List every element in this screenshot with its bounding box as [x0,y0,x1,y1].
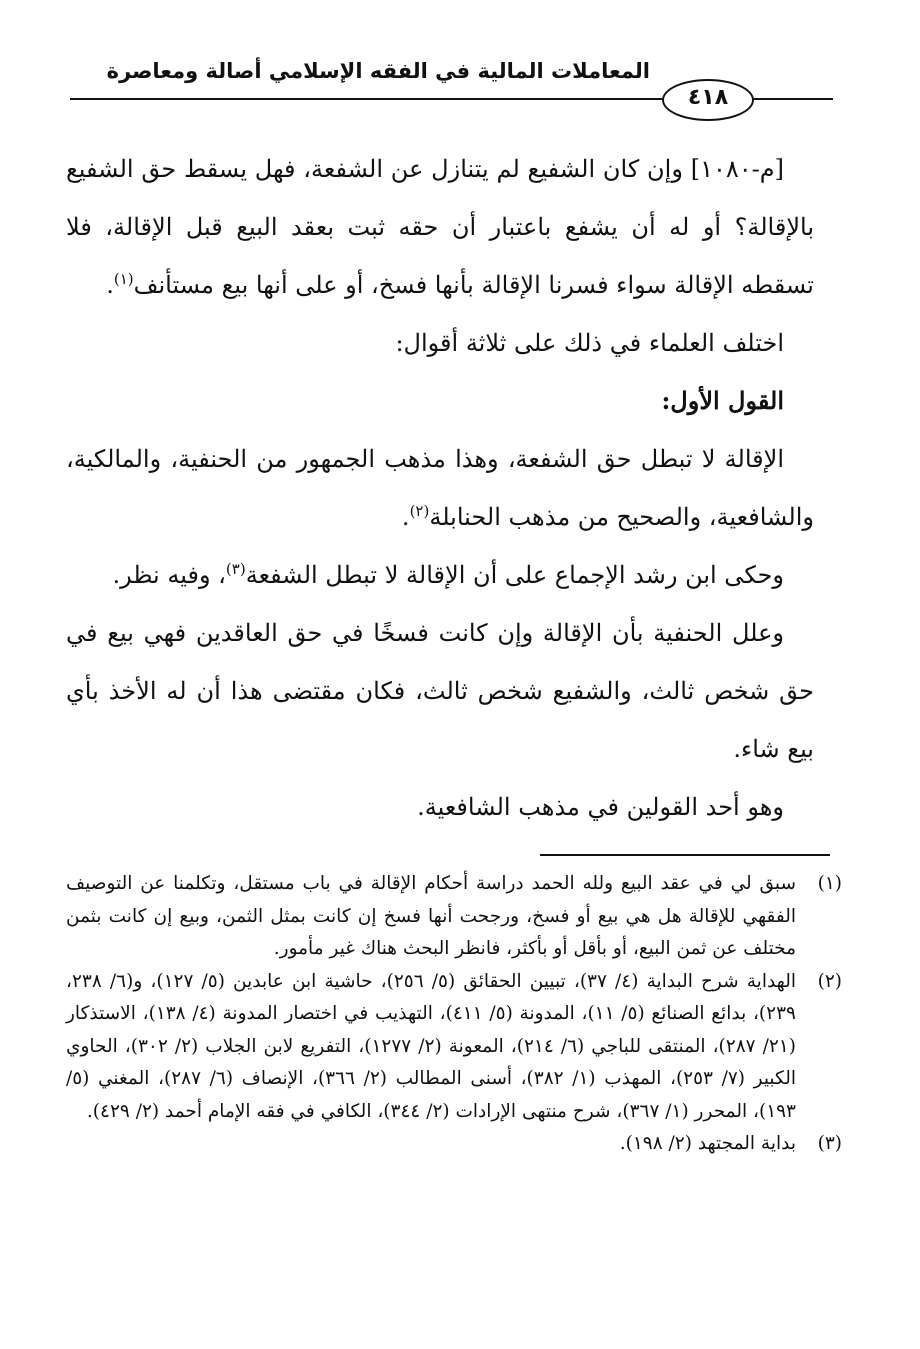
page-number: ٤١٨ [687,85,729,110]
paragraph-first-opinion-end: . [401,503,410,531]
footnote-number: (١) [817,873,842,894]
heading-first-opinion: القول الأول: [661,386,784,415]
footnote-number: (٣) [817,1133,842,1154]
footnote-ref-3: (٣) [225,560,246,578]
paragraph-ibn-rushd [66,546,814,604]
footnotes [66,868,842,1161]
paragraph-hanafi-reasoning: وعلل الحنفية بأن الإقالة وإن كانت فسخًا في حق العاقدين فهي بيع في حق شخص ثالث، والشفيع شخص ثالث، فكان مقتضى هذا أن له الأخذ بأي بيع شاء. [66,619,814,763]
footnote-text: بداية المجتهد (٢/ ١٩٨). [619,1133,796,1154]
paragraph-ibn-rushd-text: وحكى ابن رشد الإجماع على أن الإقالة لا تبطل الشفعة [245,561,784,589]
paragraph-question-end: . [106,271,114,299]
footnote-text: الهداية شرح البداية (٤/ ٣٧)، تبيين الحقائق (٥/ ٢٥٦)، حاشية ابن عابدين (٥/ ١٢٧)، و(٦/ ٢٣٨، ٢٣٩)، بدائع الصنائع (٥/ ١١)، المدونة (٥/ ٤١١)، التهذيب في اختصار المدونة (٤/ ١٣٨)، الاستذكار (٢١/ ٢٨٧)، المنتقى للباجي (٦/ ٢١٤)، المعونة (٢/ ١٢٧٧)، التفريع لابن الجلاب (٢/ ٣٠٢)، الحاوي الكبير (٧/ ٢٥٣)، المهذب (١/ ٣٨٢)، أسنى المطالب (٢/ ٣٦٦)، الإنصاف (٦/ ٢٨٧)، المغني (٥/ ١٩٣)، المحرر (١/ ٣٦٧)، شرح منتهى الإرادات (٢/ ٣٤٤)، الكافي في فقه الإمام أحمد (٢/ ٤٢٩). [66,970,796,1122]
footnote-ref-2: (٢) [409,502,430,520]
paragraph-question [66,140,814,314]
footnote-text: سبق لي في عقد البيع ولله الحمد دراسة أحكام الإقالة في باب مستقل، وتكلمنا عن التوصيف الفقهي للإقالة هل هي بيع أو فسخ، ورجحت أنها فسخ إن كانت بمثل الثمن، وبيع إن كانت بثمن مختلف عن ثمن البيع، أو بأقل أو بأكثر، فانظر البحث هناك غير مأمور. [66,873,796,959]
footnote-separator [540,854,830,856]
footnote-3 [66,1128,842,1161]
footnote-2 [66,966,842,1129]
paragraph-opinions-intro: اختلف العلماء في ذلك على ثلاثة أقوال: [395,329,784,357]
paragraph-first-opinion-text: الإقالة لا تبطل حق الشفعة، وهذا مذهب الجمهور من الحنفية، والمالكية، والشافعية، والصحيح من مذهب الحنابلة [66,445,814,531]
paragraph-question-text: [م-١٠٨٠] وإن كان الشفيع لم يتنازل عن الشفعة، فهل يسقط حق الشفيع بالإقالة؟ أو له أن يشفع باعتبار أن حقه ثبت بعقد البيع قبل الإقالة، فلا تسقطه الإقالة سواء فسرنا الإقالة بأنها فسخ، أو على أنها بيع مستأنف [66,155,814,299]
footnote-number: (٢) [817,970,842,992]
footnote-ref-1: (١) [113,270,134,288]
footnote-1 [66,868,842,966]
paragraph-first-opinion [66,430,814,546]
paragraph-shafii-note: وهو أحد القولين في مذهب الشافعية. [417,793,784,821]
running-title: المعاملات المالية في الفقه الإسلامي أصالة ومعاصرة [106,59,650,83]
paragraph-ibn-rushd-end: ، وفيه نظر. [112,561,226,589]
main-text [66,140,814,836]
